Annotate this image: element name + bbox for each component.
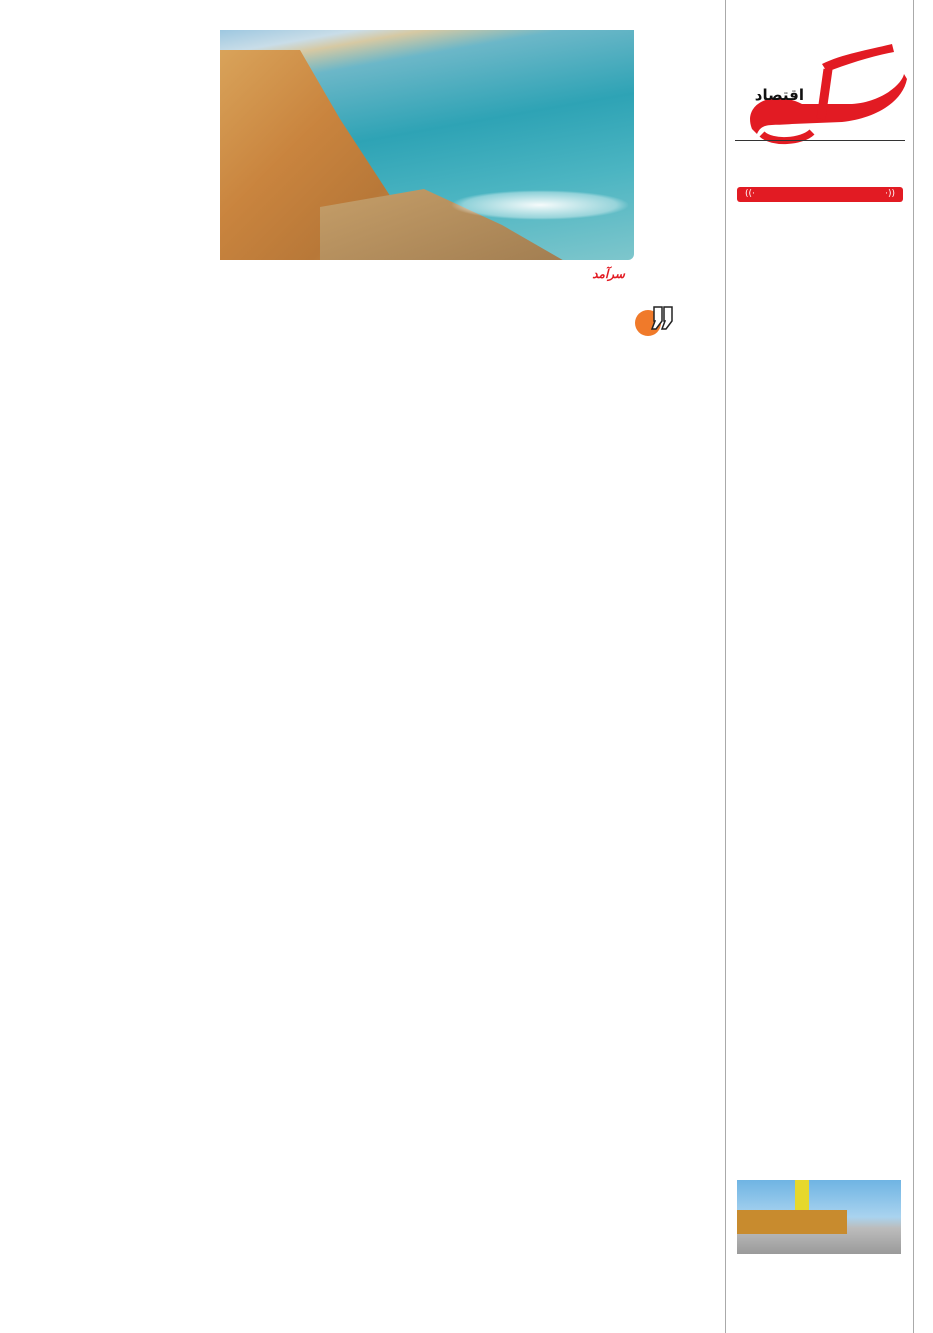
logo xyxy=(732,34,912,154)
logo-sub: اقتصاد xyxy=(754,86,804,104)
lead-column-1 xyxy=(385,268,625,297)
dateline xyxy=(735,140,905,141)
coastline-photo xyxy=(220,30,634,260)
grain-truck-photo xyxy=(737,1180,901,1254)
wave-icon: ·)) xyxy=(745,189,755,199)
column-divider xyxy=(725,0,726,1333)
page-title xyxy=(735,152,905,180)
column-divider xyxy=(913,0,914,1333)
quote-icon xyxy=(634,305,674,337)
section-rubric xyxy=(737,187,903,202)
lead-column-2 xyxy=(240,268,378,278)
signature-icon: سرآمد xyxy=(592,267,625,281)
wave-icon: ((· xyxy=(885,189,895,199)
lead-headline-block xyxy=(32,100,218,106)
